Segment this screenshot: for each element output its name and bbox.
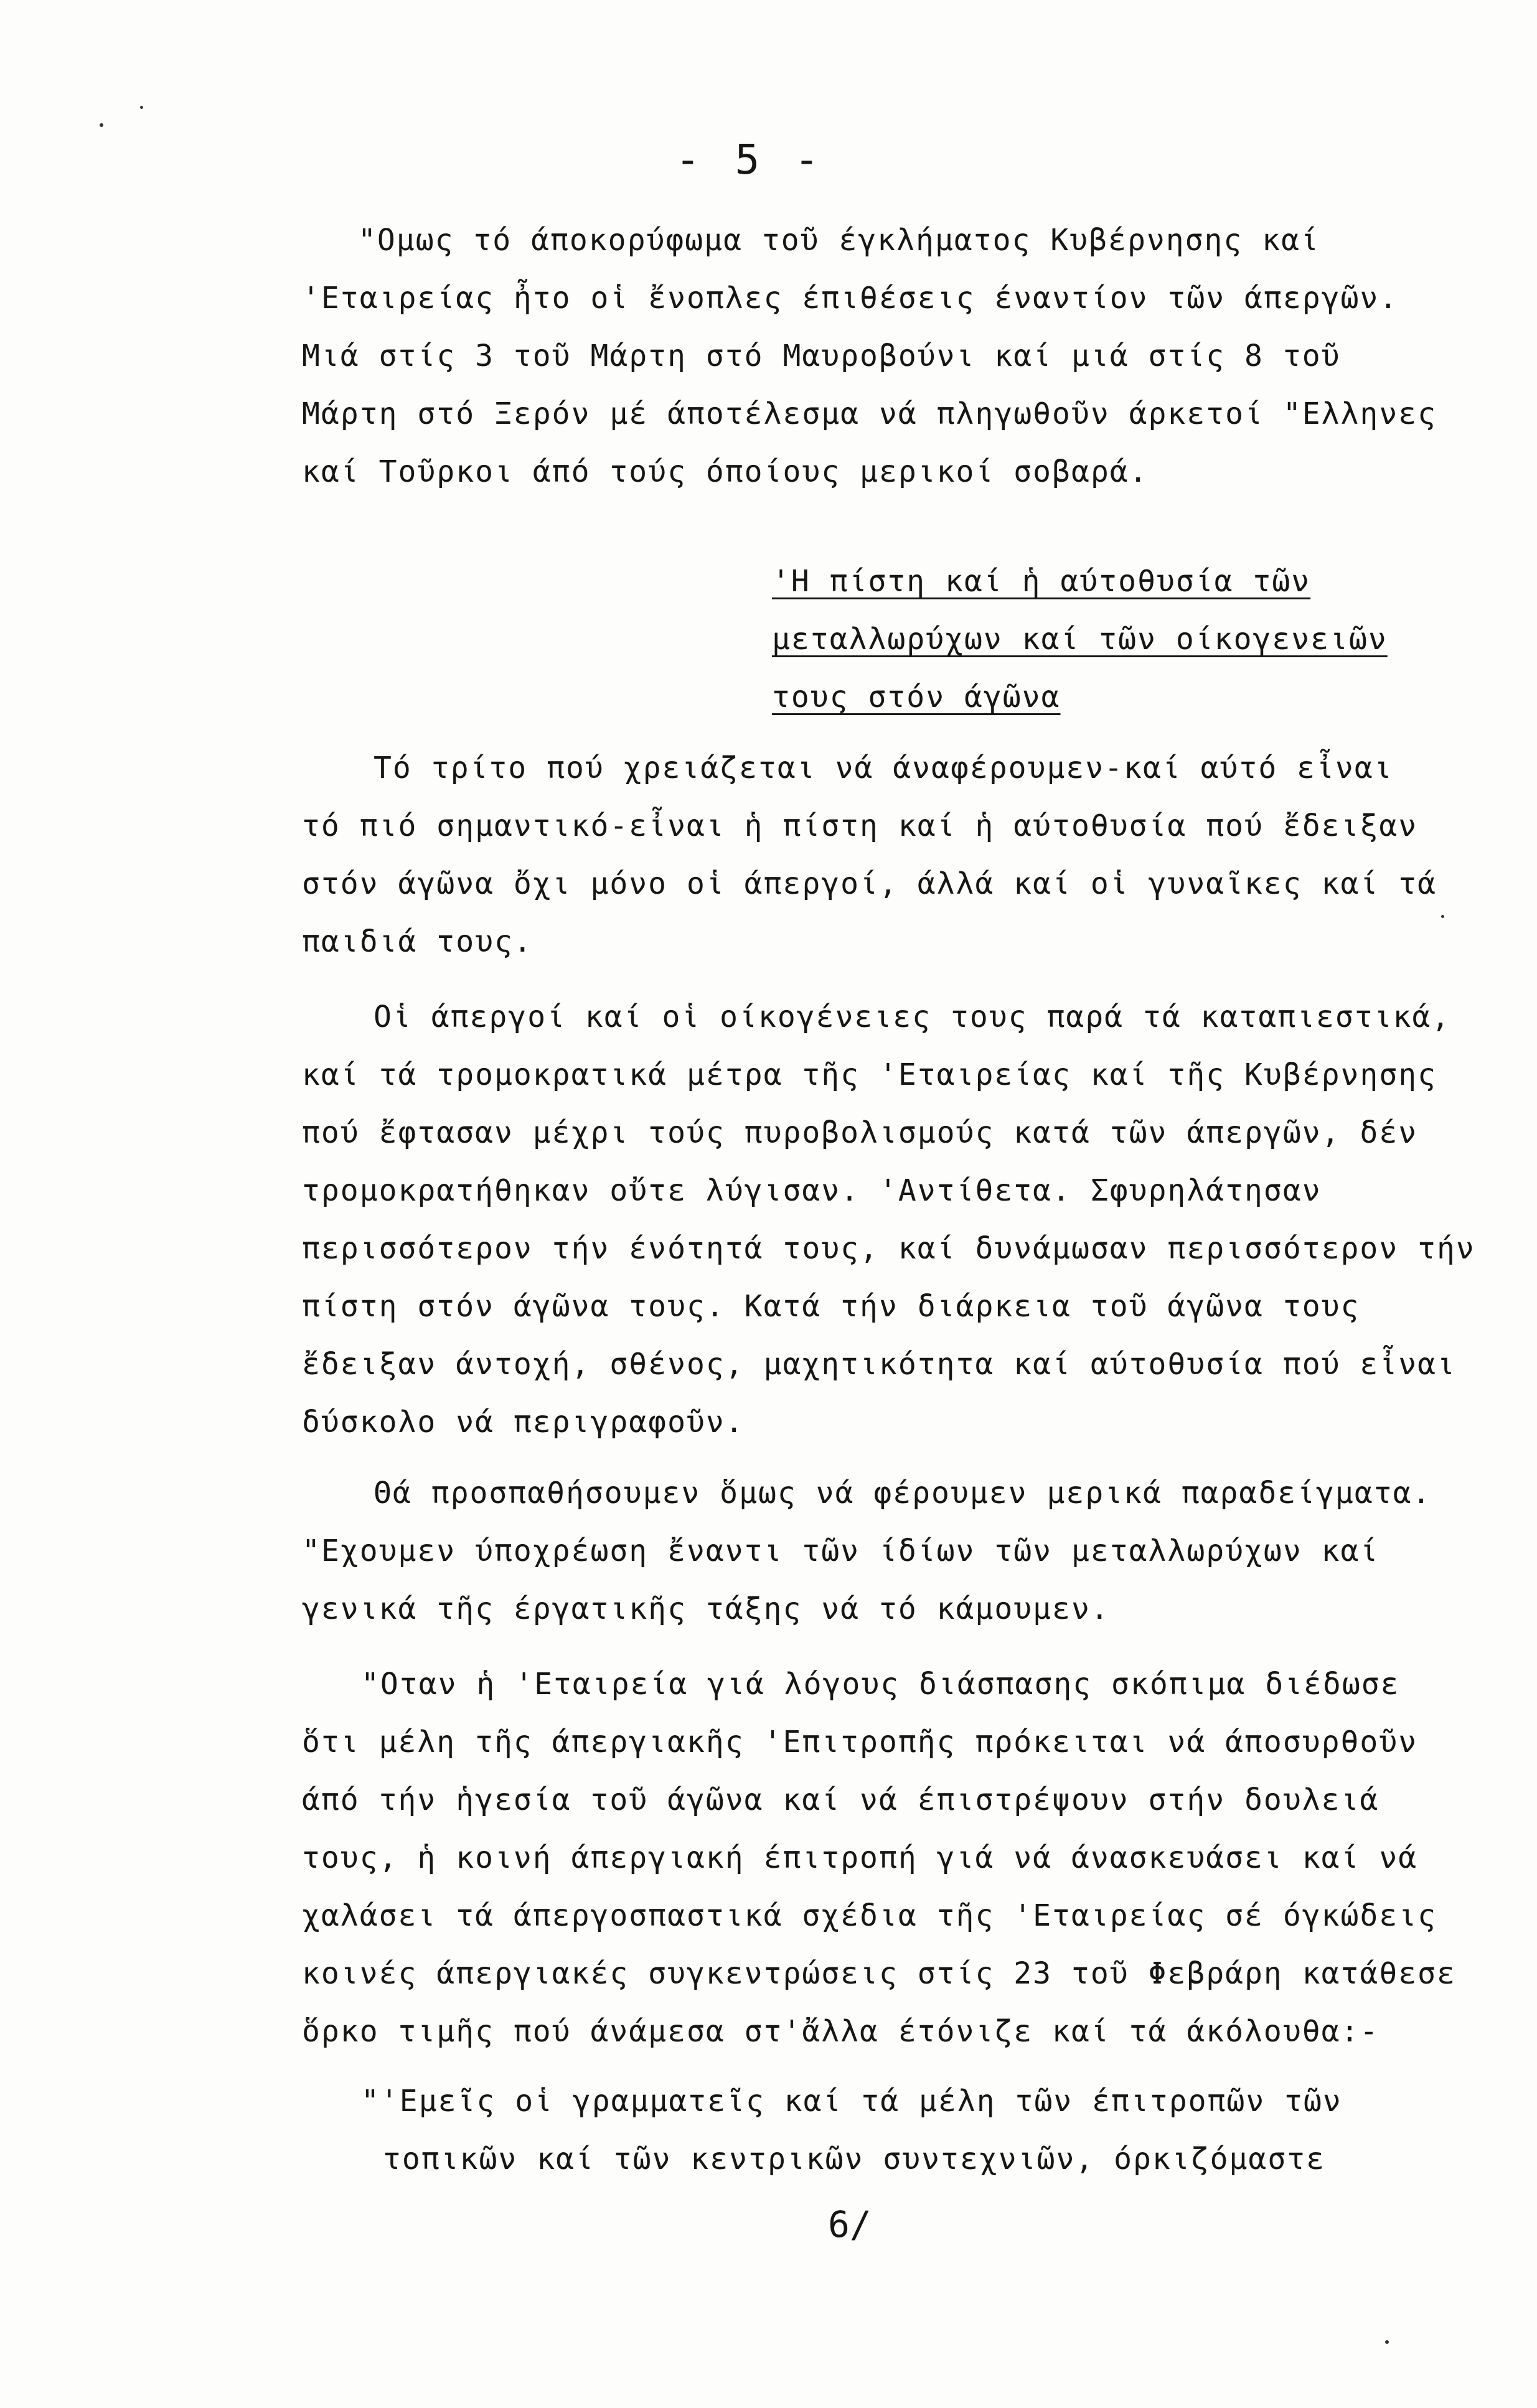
body-line: Θά προσπαθήσουμεν ὅμως νά φέρουμεν μερικά παραδείγματα.	[374, 1476, 1432, 1511]
body-line: παιδιά τους.	[302, 924, 533, 959]
body-line: πού ἔφτασαν μέχρι τούς πυροβολισμούς κατά τῶν άπεργῶν, δέν	[302, 1115, 1418, 1150]
body-line: δύσκολο νά περιγραφοῦν.	[302, 1405, 745, 1440]
body-line: ὅρκο τιμῆς πού άνάμεσα στ'ἄλλα έτόνιζε καί τά άκόλουθα:-	[302, 2014, 1380, 2049]
quote-line: τοπικῶν καί τῶν κεντρικῶν συντεχνιῶν, όρκιζόμαστε	[383, 2142, 1326, 2176]
body-line: Τό τρίτο πού χρειάζεται νά άναφέρουμεν-καί αύτό εἶναι	[374, 751, 1393, 785]
body-line: στόν άγῶνα ὄχι μόνο οἱ άπεργοί, άλλά καί οἱ γυναῖκες καί τά	[302, 866, 1437, 901]
body-line: ἔδειξαν άντοχή, σθένος, μαχητικότητα καί αύτοθυσία πού εἶναι	[302, 1347, 1456, 1382]
section-heading-line-1: 'Η πίστη καί ἡ αύτοθυσία τῶν	[772, 564, 1311, 599]
quote-line: "'Εμεῖς οἱ γραμματεῖς καί τά μέλη τῶν έπιτροπῶν τῶν	[361, 2084, 1342, 2119]
scan-speck	[1385, 2340, 1389, 2344]
body-line: Μιά στίς 3 τοῦ Μάρτη στό Μαυροβούνι καί μιά στίς 8 τοῦ	[302, 339, 1341, 373]
body-line: καί τά τρομοκρατικά μέτρα τῆς 'Εταιρείας καί τῆς Κυβέρνησης	[302, 1057, 1437, 1092]
continuation-page-ref: 6/	[828, 2203, 872, 2246]
body-line: άπό τήν ἡγεσία τοῦ άγῶνα καί νά έπιστρέψουν στήν δουλειά	[302, 1783, 1380, 1817]
body-line: τρομοκρατήθηκαν οὔτε λύγισαν. 'Αντίθετα. Σφυρηλάτησαν	[302, 1173, 1322, 1208]
body-line: τους, ἡ κοινή άπεργιακή έπιτροπή γιά νά άνασκευάσει καί νά	[302, 1840, 1418, 1875]
scan-speck	[1441, 915, 1444, 918]
page-number: - 5 -	[675, 136, 824, 184]
body-line: 'Εταιρείας ἦτο οἱ ἔνοπλες έπιθέσεις έναντίον τῶν άπεργῶν.	[302, 281, 1399, 316]
body-line: "Οταν ἡ 'Εταιρεία γιά λόγους διάσπασης σκόπιμα διέδωσε	[361, 1667, 1400, 1702]
scan-speck	[100, 123, 103, 127]
body-line: χαλάσει τά άπεργοσπαστικά σχέδια τῆς 'Εταιρείας σέ όγκώδεις	[302, 1898, 1437, 1933]
body-line: γενικά τῆς έργατικῆς τάξης νά τό κάμουμεν.	[302, 1591, 1110, 1626]
section-heading-line-2: μεταλλωρύχων καί τῶν οίκογενειῶν	[772, 622, 1388, 657]
body-line: "Εχουμεν ύποχρέωση ἔναντι τῶν ίδίων τῶν μεταλλωρύχων καί	[302, 1534, 1380, 1568]
scan-speck	[140, 106, 143, 109]
body-line: ὅτι μέλη τῆς άπεργιακῆς 'Επιτροπῆς πρόκειται νά άποσυρθοῦν	[302, 1725, 1418, 1759]
body-line: Μάρτη στό Ξερόν μέ άποτέλεσμα νά πληγωθοῦν άρκετοί "Ελληνες	[302, 396, 1437, 431]
body-line: Οἱ άπεργοί καί οἱ οίκογένειες τους παρά τά καταπιεστικά,	[374, 1000, 1451, 1034]
body-line: περισσότερον τήν ένότητά τους, καί δυνάμωσαν περισσότερον τήν	[302, 1231, 1475, 1266]
body-line: πίστη στόν άγῶνα τους. Κατά τήν διάρκεια τοῦ άγῶνα τους	[302, 1289, 1360, 1324]
section-heading-line-3: τους στόν άγῶνα	[772, 680, 1061, 714]
body-line: τό πιό σημαντικό-εἶναι ἡ πίστη καί ἡ αύτοθυσία πού ἔδειξαν	[302, 808, 1418, 843]
body-line: "Ομως τό άποκορύφωμα τοῦ έγκλήματος Κυβέρνησης καί	[358, 223, 1320, 258]
body-line: καί Τοῦρκοι άπό τούς όποίους μερικοί σοβαρά.	[302, 454, 1149, 489]
body-line: κοινές άπεργιακές συγκεντρώσεις στίς 23 τοῦ Φεβράρη κατάθεσε	[302, 1956, 1456, 1991]
